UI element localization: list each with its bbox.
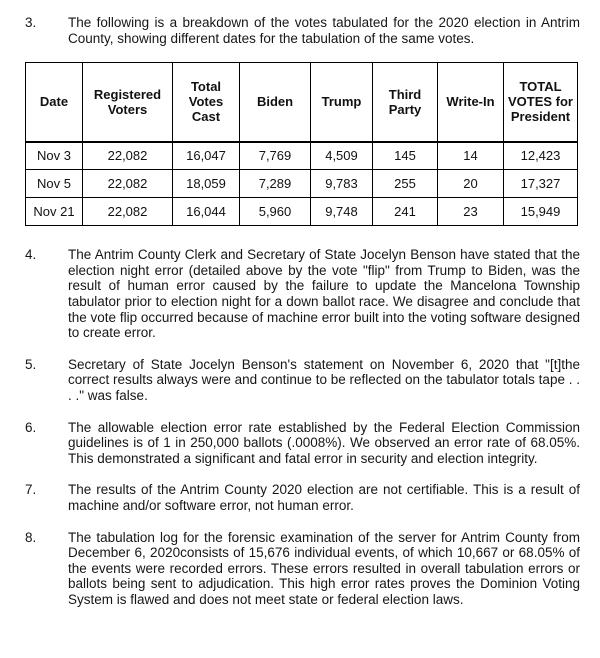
cell-write-in: 23 (438, 198, 504, 226)
cell-total-votes-president: 17,327 (504, 170, 578, 198)
cell-total-votes-cast: 16,044 (173, 198, 240, 226)
col-header-write-in: Write-In (438, 63, 504, 142)
item-number: 6. (25, 419, 37, 435)
cell-biden: 7,289 (240, 170, 311, 198)
item-text: The allowable election error rate established by the Federal Election Commission guidelines is of 1 in 250,000 ballots (.0008%). We observed an error rate of 68.05%. This demonstrated a significant and fatal error in security and election integrity. (68, 419, 580, 466)
item-text: Secretary of State Jocelyn Benson's statement on November 6, 2020 that "[t]the correct results always were and continue to be reflected on the tabulator totals tape . . . ." was false. (68, 356, 580, 403)
col-header-total-votes-president: TOTAL VOTES for President (504, 63, 578, 142)
table-row (26, 142, 578, 170)
cell-trump: 4,509 (311, 142, 373, 170)
cell-third-party: 255 (373, 170, 438, 198)
cell-registered-voters: 22,082 (83, 142, 173, 170)
cell-total-votes-president: 15,949 (504, 198, 578, 226)
cell-date: Nov 21 (26, 198, 83, 226)
votes-table (25, 62, 578, 226)
col-header-total-votes-cast: Total Votes Cast (173, 63, 240, 142)
cell-registered-voters: 22,082 (83, 198, 173, 226)
cell-biden: 7,769 (240, 142, 311, 170)
cell-trump: 9,748 (311, 198, 373, 226)
item-text: The results of the Antrim County 2020 election are not certifiable. This is a result of machine and/or software error, not human error. (68, 482, 580, 513)
list-item-7 (25, 482, 580, 513)
item-number: 3. (25, 15, 37, 30)
cell-registered-voters: 22,082 (83, 170, 173, 198)
item-number: 8. (25, 529, 37, 545)
cell-trump: 9,783 (311, 170, 373, 198)
cell-total-votes-president: 12,423 (504, 142, 578, 170)
table-row (26, 198, 578, 226)
list-item-5 (25, 357, 580, 404)
col-header-third-party: Third Party (373, 63, 438, 142)
col-header-registered-voters: Registered Voters (83, 63, 173, 142)
cell-biden: 5,960 (240, 198, 311, 226)
item-text: The following is a breakdown of the votes tabulated for the 2020 election in Antrim County, showing different dates for the tabulation of the same votes. (68, 15, 580, 46)
cell-write-in: 14 (438, 142, 504, 170)
list-item-3 (25, 15, 580, 46)
list-item-6 (25, 420, 580, 467)
col-header-trump: Trump (311, 63, 373, 142)
list-item-8 (25, 530, 580, 608)
cell-date: Nov 3 (26, 142, 83, 170)
col-header-date: Date (26, 63, 83, 142)
list-item-4 (25, 247, 580, 341)
item-text: The Antrim County Clerk and Secretary of State Jocelyn Benson have stated that the election night error (detailed above by the vote "flip" from Trump to Biden, was the result of human error caused by the failure to update the Mancelona Township tabulator prior to election night for a down ballot race. We disagree and conclude that the vote flip occurred because of machine error built into the voting software designed to create error. (68, 247, 580, 341)
item-number: 4. (25, 247, 37, 263)
item-number: 7. (25, 482, 37, 498)
cell-date: Nov 5 (26, 170, 83, 198)
cell-total-votes-cast: 16,047 (173, 142, 240, 170)
cell-write-in: 20 (438, 170, 504, 198)
item-number: 5. (25, 356, 37, 372)
cell-third-party: 145 (373, 142, 438, 170)
cell-total-votes-cast: 18,059 (173, 170, 240, 198)
table-header-row (26, 63, 578, 142)
table-row (26, 170, 578, 198)
cell-third-party: 241 (373, 198, 438, 226)
table-body (26, 142, 578, 226)
item-text: The tabulation log for the forensic examination of the server for Antrim County from December 6, 2020consists of 15,676 individual events, of which 10,667 or 68.05% of the events were recorded errors. These errors resulted in overall tabulation errors or ballots being sent to adjudication. This high error rates proves the Dominion Voting System is flawed and does not meet state or federal election laws. (68, 529, 580, 607)
col-header-biden: Biden (240, 63, 311, 142)
